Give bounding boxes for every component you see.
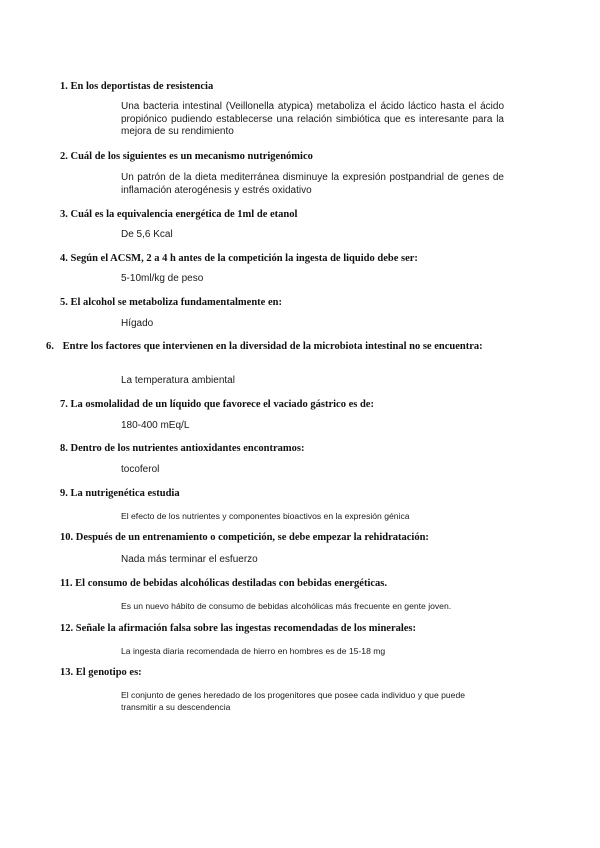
question-5 [60, 296, 530, 309]
answer-10: Nada más terminar el esfuerzo [121, 554, 258, 565]
question-number: 2. [60, 151, 68, 162]
answer-9: El efecto de los nutrientes y componentes bioactivos en la expresión génica [121, 511, 410, 521]
answer-8: tocoferol [121, 464, 160, 475]
answer-12: La ingesta diaria recomendada de hierro en hombres es de 15-18 mg [121, 646, 386, 656]
question-number: 10. [60, 532, 74, 543]
question-9 [60, 487, 530, 500]
question-number: 3. [60, 209, 68, 220]
question-number: 7. [60, 399, 68, 410]
question-10 [60, 531, 530, 544]
answer-7: 180-400 mEq/L [121, 420, 190, 431]
answer-11: Es un nuevo hábito de consumo de bebidas alcohólicas más frecuente en gente joven. [121, 601, 452, 611]
question-number: 5. [60, 297, 68, 308]
question-text: El alcohol se metaboliza fundamentalmente en: [70, 297, 282, 308]
answer-13: El conjunto de genes heredado de los progenitores que posee cada individuo y que puede transmitir a su descendencia [121, 690, 466, 712]
question-11 [60, 577, 530, 590]
question-number: 4. [60, 253, 68, 264]
answer-6: La temperatura ambiental [121, 375, 235, 386]
question-1 [60, 80, 530, 93]
question-number: 9. [60, 488, 68, 499]
question-8 [60, 442, 530, 455]
question-text: El genotipo es: [75, 667, 142, 678]
question-text: En los deportistas de resistencia [70, 81, 214, 92]
question-text: Después de un entrenamiento o competición, se debe empezar la rehidratación: [75, 532, 429, 543]
question-text: Dentro de los nutrientes antioxidantes encontramos: [70, 443, 305, 454]
question-number: 11. [60, 578, 73, 589]
question-text: El consumo de bebidas alcohólicas destiladas con bebidas energéticas. [75, 578, 387, 589]
question-text: Entre los factores que intervienen en la diversidad de la microbiota intestinal no se encuentra: [62, 341, 483, 352]
question-3 [60, 208, 530, 221]
answer-4: 5-10ml/kg de peso [121, 273, 204, 284]
question-text: La osmolalidad de un líquido que favorece el vaciado gástrico es de: [70, 399, 374, 410]
question-12 [60, 622, 530, 635]
question-text: Cuál de los siguientes es un mecanismo nutrigenómico [70, 151, 313, 162]
question-text: Cuál es la equivalencia energética de 1ml de etanol [70, 209, 298, 220]
question-number: 13. [60, 667, 74, 678]
answer-5: Hígado [121, 318, 154, 329]
question-7 [60, 398, 530, 411]
question-13 [60, 666, 530, 679]
question-text: La nutrigenética estudia [70, 488, 180, 499]
question-4 [60, 252, 530, 265]
answer-2: Un patrón de la dieta mediterránea disminuye la expresión postpandrial de genes de inflamación aterogénesis y estrés oxidativo [121, 172, 504, 196]
question-number: 8. [60, 443, 68, 454]
answer-1: Una bacteria intestinal (Veillonella atypica) metaboliza el ácido láctico hasta el ácido propiónico pudiendo establecerse una relación simbiótica que es interesante para la mejora de su rendimiento [121, 101, 504, 137]
question-6: 6. Entre los factores que intervienen en la diversidad de la microbiota intestinal no se encuentra: [46, 341, 483, 352]
question-number: 12. [60, 623, 74, 634]
answer-3: De 5,6 Kcal [121, 229, 173, 240]
question-text: Según el ACSM, 2 a 4 h antes de la competición la ingesta de liquido debe ser: [70, 253, 418, 264]
question-text: Señale la afirmación falsa sobre las ingestas recomendadas de los minerales: [75, 623, 417, 634]
question-number: 1. [60, 81, 68, 92]
question-2 [60, 150, 530, 163]
